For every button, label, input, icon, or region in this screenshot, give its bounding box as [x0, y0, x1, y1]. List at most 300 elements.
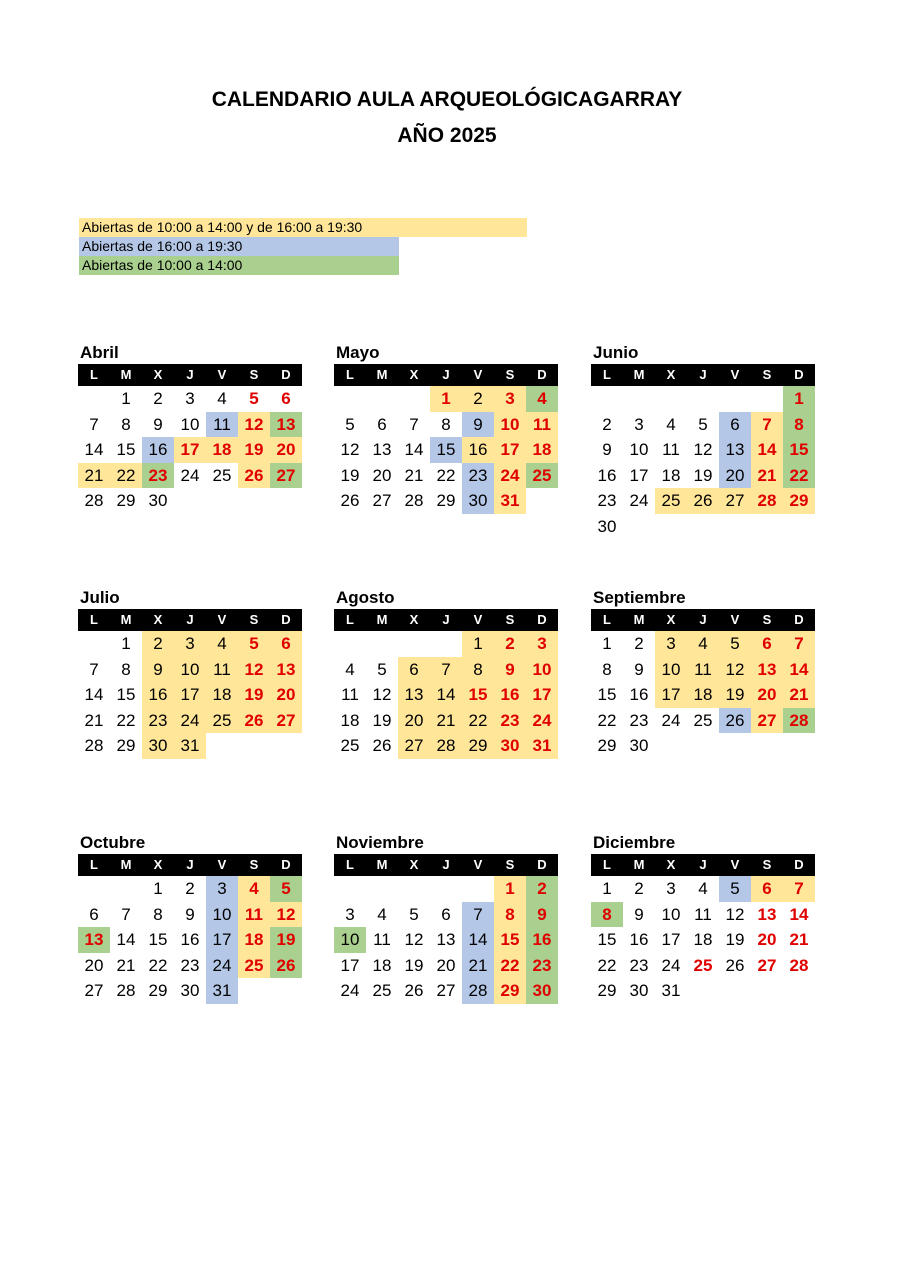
day-cell: 26 — [340, 491, 360, 511]
empty-cell — [687, 514, 719, 540]
empty-cell — [751, 978, 783, 1004]
day-cell: 21 — [462, 953, 494, 979]
day-cell: 25 — [206, 708, 238, 734]
day-cell: 29 — [597, 981, 617, 1001]
day-cell: 13 — [719, 437, 751, 463]
day-cell: 2 — [494, 631, 526, 657]
day-cell: 22 — [462, 708, 494, 734]
day-cell: 28 — [751, 488, 783, 514]
weekday-header: D — [783, 609, 815, 631]
day-cell: 12 — [719, 657, 751, 683]
day-cell: 17 — [526, 682, 558, 708]
day-cell: 9 — [602, 440, 612, 460]
weekday-header: J — [174, 364, 206, 386]
weekday-header: D — [270, 854, 302, 876]
day-cell: 9 — [462, 412, 494, 438]
page-title: CALENDARIO AULA ARQUEOLÓGICAGARRAY — [211, 88, 683, 111]
weekday-header: M — [623, 854, 655, 876]
month-grid — [334, 364, 558, 514]
day-cell: 6 — [441, 904, 451, 924]
day-cell: 23 — [462, 463, 494, 489]
empty-cell — [623, 514, 655, 540]
day-cell: 19 — [340, 465, 360, 485]
day-cell: 26 — [687, 488, 719, 514]
day-cell: 24 — [206, 953, 238, 979]
empty-cell — [238, 488, 270, 514]
day-cell: 8 — [153, 904, 163, 924]
day-cell: 28 — [404, 491, 424, 511]
day-cell: 2 — [602, 414, 612, 434]
day-cell: 2 — [634, 634, 644, 654]
day-cell: 6 — [377, 414, 387, 434]
day-cell: 19 — [372, 710, 392, 730]
day-cell: 5 — [719, 631, 751, 657]
day-cell: 11 — [238, 902, 270, 928]
day-cell: 2 — [634, 879, 644, 899]
day-cell: 25 — [526, 463, 558, 489]
day-cell: 10 — [206, 902, 238, 928]
day-cell: 2 — [142, 631, 174, 657]
empty-cell — [655, 514, 687, 540]
day-cell: 3 — [666, 879, 676, 899]
day-cell: 5 — [719, 876, 751, 902]
empty-cell — [174, 488, 206, 514]
month-name: Mayo — [336, 343, 380, 362]
weekday-header: L — [334, 854, 366, 876]
weekday-header: D — [783, 364, 815, 386]
day-cell: 7 — [751, 412, 783, 438]
day-cell: 30 — [629, 981, 649, 1001]
empty-cell — [366, 631, 398, 657]
day-cell: 4 — [687, 631, 719, 657]
day-cell: 21 — [116, 955, 136, 975]
day-cell: 28 — [84, 491, 104, 511]
month-name: Agosto — [336, 588, 395, 607]
weekday-header: S — [494, 364, 526, 386]
weekday-header: M — [623, 609, 655, 631]
day-cell: 17 — [494, 437, 526, 463]
day-cell: 9 — [526, 902, 558, 928]
day-cell: 13 — [751, 657, 783, 683]
day-cell: 17 — [661, 930, 681, 950]
day-cell: 23 — [629, 710, 649, 730]
day-cell: 10 — [174, 657, 206, 683]
day-cell: 5 — [249, 389, 259, 409]
day-cell: 26 — [404, 981, 424, 1001]
day-cell: 31 — [661, 981, 681, 1001]
day-cell: 7 — [430, 657, 462, 683]
day-cell: 18 — [661, 465, 681, 485]
empty-cell — [78, 631, 110, 657]
empty-cell — [334, 386, 366, 412]
day-cell: 21 — [78, 463, 110, 489]
day-cell: 20 — [270, 437, 302, 463]
day-cell: 26 — [270, 953, 302, 979]
day-cell: 11 — [373, 930, 391, 950]
day-cell: 21 — [430, 708, 462, 734]
day-cell: 15 — [494, 927, 526, 953]
day-cell: 15 — [462, 682, 494, 708]
empty-cell — [206, 733, 238, 759]
day-cell: 14 — [430, 682, 462, 708]
day-cell: 4 — [217, 389, 227, 409]
day-cell: 14 — [116, 930, 136, 950]
day-cell: 16 — [629, 930, 649, 950]
day-cell: 1 — [602, 634, 612, 654]
day-cell: 3 — [526, 631, 558, 657]
day-cell: 6 — [281, 389, 291, 409]
empty-cell — [334, 876, 366, 902]
day-cell: 4 — [666, 414, 676, 434]
day-cell: 5 — [409, 904, 419, 924]
day-cell: 4 — [377, 904, 387, 924]
day-cell: 25 — [212, 465, 232, 485]
day-cell: 27 — [751, 708, 783, 734]
empty-cell — [783, 978, 815, 1004]
day-cell: 24 — [661, 955, 681, 975]
day-cell: 7 — [409, 414, 419, 434]
day-cell: 29 — [494, 978, 526, 1004]
day-cell: 8 — [462, 657, 494, 683]
day-cell: 16 — [526, 927, 558, 953]
day-cell: 8 — [494, 902, 526, 928]
weekday-header: V — [206, 364, 238, 386]
empty-cell — [526, 488, 558, 514]
legend-afternoon-schedule: Abiertas de 16:00 a 19:30 — [79, 237, 399, 256]
empty-cell — [366, 876, 398, 902]
month-grid — [334, 854, 558, 1004]
month-name: Abril — [80, 343, 119, 362]
day-cell: 15 — [148, 930, 168, 950]
weekday-header: D — [526, 364, 558, 386]
day-cell: 29 — [783, 488, 815, 514]
day-cell: 3 — [206, 876, 238, 902]
day-cell: 24 — [661, 710, 681, 730]
day-cell: 24 — [494, 463, 526, 489]
page-subtitle-year: AÑO 2025 — [397, 124, 497, 147]
day-cell: 3 — [634, 414, 644, 434]
day-cell: 26 — [719, 708, 751, 734]
day-cell: 9 — [153, 414, 163, 434]
day-cell: 11 — [687, 657, 719, 683]
day-cell: 22 — [148, 955, 168, 975]
weekday-header: S — [751, 609, 783, 631]
day-cell: 10 — [655, 657, 687, 683]
day-cell: 12 — [238, 412, 270, 438]
day-cell: 14 — [783, 657, 815, 683]
day-cell: 29 — [148, 981, 168, 1001]
empty-cell — [270, 733, 302, 759]
day-cell: 29 — [436, 491, 456, 511]
day-cell: 18 — [238, 927, 270, 953]
day-cell: 19 — [693, 465, 713, 485]
day-cell: 29 — [116, 736, 136, 756]
weekday-header: J — [687, 854, 719, 876]
legend-morning-schedule: Abiertas de 10:00 a 14:00 — [79, 256, 399, 275]
day-cell: 17 — [174, 682, 206, 708]
day-cell: 26 — [238, 708, 270, 734]
day-cell: 2 — [185, 879, 195, 899]
empty-cell — [398, 631, 430, 657]
empty-cell — [462, 876, 494, 902]
weekday-header: V — [462, 609, 494, 631]
day-cell: 11 — [526, 412, 558, 438]
empty-cell — [719, 978, 751, 1004]
empty-cell — [687, 733, 719, 759]
weekday-header: L — [591, 609, 623, 631]
day-cell: 2 — [153, 389, 163, 409]
empty-cell — [334, 631, 366, 657]
day-cell: 20 — [436, 955, 456, 975]
day-cell: 16 — [494, 682, 526, 708]
day-cell: 1 — [494, 876, 526, 902]
weekday-header: L — [591, 364, 623, 386]
day-cell: 5 — [377, 659, 387, 679]
empty-cell — [78, 876, 110, 902]
day-cell: 20 — [84, 955, 104, 975]
day-cell: 6 — [398, 657, 430, 683]
empty-cell — [238, 978, 270, 1004]
day-cell: 10 — [494, 412, 526, 438]
day-cell: 28 — [84, 736, 104, 756]
weekday-header: D — [526, 609, 558, 631]
day-cell: 20 — [372, 465, 392, 485]
day-cell: 9 — [185, 904, 195, 924]
day-cell: 20 — [719, 463, 751, 489]
empty-cell — [366, 386, 398, 412]
empty-cell — [687, 386, 719, 412]
day-cell: 23 — [526, 953, 558, 979]
day-cell: 9 — [142, 657, 174, 683]
day-cell: 22 — [436, 465, 456, 485]
day-cell: 14 — [789, 904, 809, 924]
day-cell: 20 — [757, 930, 777, 950]
day-cell: 5 — [345, 414, 355, 434]
month-grid — [591, 609, 815, 759]
empty-cell — [430, 876, 462, 902]
day-cell: 11 — [341, 685, 359, 705]
day-cell: 31 — [206, 978, 238, 1004]
weekday-header: J — [174, 854, 206, 876]
day-cell: 1 — [153, 879, 163, 899]
weekday-header: X — [142, 609, 174, 631]
day-cell: 30 — [629, 736, 649, 756]
weekday-header: D — [783, 854, 815, 876]
day-cell: 3 — [174, 631, 206, 657]
day-cell: 10 — [661, 904, 681, 924]
day-cell: 28 — [116, 981, 136, 1001]
day-cell: 21 — [751, 463, 783, 489]
day-cell: 13 — [398, 682, 430, 708]
weekday-header: V — [719, 364, 751, 386]
empty-cell — [719, 733, 751, 759]
day-cell: 24 — [526, 708, 558, 734]
day-cell: 18 — [687, 682, 719, 708]
day-cell: 21 — [789, 930, 809, 950]
day-cell: 25 — [238, 953, 270, 979]
day-cell: 26 — [725, 955, 745, 975]
day-cell: 23 — [629, 955, 649, 975]
empty-cell — [270, 978, 302, 1004]
weekday-header: L — [334, 364, 366, 386]
weekday-header: S — [494, 854, 526, 876]
day-cell: 8 — [591, 902, 623, 928]
day-cell: 12 — [238, 657, 270, 683]
day-cell: 1 — [121, 389, 131, 409]
weekday-header: X — [142, 364, 174, 386]
day-cell: 25 — [372, 981, 392, 1001]
day-cell: 20 — [270, 682, 302, 708]
weekday-header: X — [655, 364, 687, 386]
day-cell: 24 — [174, 708, 206, 734]
weekday-header: X — [398, 609, 430, 631]
day-cell: 27 — [372, 491, 392, 511]
month-grid — [78, 609, 302, 759]
day-cell: 8 — [783, 412, 815, 438]
weekday-header: J — [430, 854, 462, 876]
weekday-header: L — [78, 854, 110, 876]
weekday-header: D — [270, 364, 302, 386]
empty-cell — [398, 386, 430, 412]
day-cell: 9 — [494, 657, 526, 683]
day-cell: 17 — [340, 955, 360, 975]
weekday-header: V — [206, 609, 238, 631]
day-cell: 18 — [526, 437, 558, 463]
weekday-header: J — [687, 609, 719, 631]
day-cell: 15 — [783, 437, 815, 463]
day-cell: 7 — [89, 659, 99, 679]
empty-cell — [719, 386, 751, 412]
day-cell: 21 — [84, 710, 104, 730]
day-cell: 18 — [372, 955, 392, 975]
weekday-header: D — [270, 609, 302, 631]
weekday-header: S — [238, 364, 270, 386]
weekday-header: X — [142, 854, 174, 876]
day-cell: 19 — [725, 930, 745, 950]
day-cell: 4 — [238, 876, 270, 902]
day-cell: 9 — [634, 659, 644, 679]
day-cell: 24 — [340, 981, 360, 1001]
weekday-header: S — [238, 609, 270, 631]
weekday-header: J — [430, 609, 462, 631]
empty-cell — [591, 386, 623, 412]
day-cell: 12 — [693, 440, 713, 460]
legend-full-schedule: Abiertas de 10:00 a 14:00 y de 16:00 a 19:30 — [79, 218, 527, 237]
day-cell: 28 — [783, 708, 815, 734]
day-cell: 29 — [597, 736, 617, 756]
month-name: Diciembre — [593, 833, 676, 852]
empty-cell — [687, 978, 719, 1004]
weekday-header: S — [751, 854, 783, 876]
weekday-header: D — [526, 854, 558, 876]
weekday-header: M — [623, 364, 655, 386]
day-cell: 8 — [441, 414, 451, 434]
day-cell: 3 — [185, 389, 195, 409]
day-cell: 23 — [597, 491, 617, 511]
day-cell: 28 — [789, 955, 809, 975]
day-cell: 16 — [142, 437, 174, 463]
month-name: Noviembre — [336, 833, 424, 852]
day-cell: 19 — [238, 682, 270, 708]
day-cell: 14 — [404, 440, 424, 460]
weekday-header: V — [719, 609, 751, 631]
day-cell: 16 — [142, 682, 174, 708]
day-cell: 27 — [84, 981, 104, 1001]
day-cell: 19 — [270, 927, 302, 953]
weekday-header: M — [110, 364, 142, 386]
day-cell: 23 — [142, 463, 174, 489]
day-cell: 6 — [751, 876, 783, 902]
day-cell: 25 — [655, 488, 687, 514]
day-cell: 31 — [174, 733, 206, 759]
day-cell: 30 — [597, 516, 617, 536]
day-cell: 10 — [629, 440, 649, 460]
day-cell: 3 — [345, 904, 355, 924]
day-cell: 1 — [462, 631, 494, 657]
weekday-header: V — [206, 854, 238, 876]
day-cell: 10 — [526, 657, 558, 683]
weekday-header: J — [687, 364, 719, 386]
weekday-header: M — [366, 364, 398, 386]
day-cell: 25 — [693, 955, 713, 975]
day-cell: 20 — [751, 682, 783, 708]
day-cell: 26 — [372, 736, 392, 756]
day-cell: 14 — [751, 437, 783, 463]
weekday-header: X — [655, 854, 687, 876]
month-grid — [78, 854, 302, 1004]
weekday-header: X — [655, 609, 687, 631]
empty-cell — [783, 514, 815, 540]
empty-cell — [783, 733, 815, 759]
day-cell: 11 — [662, 440, 680, 460]
day-cell: 8 — [121, 659, 131, 679]
month-grid — [591, 854, 815, 1004]
weekday-header: X — [398, 364, 430, 386]
day-cell: 16 — [180, 930, 200, 950]
day-cell: 5 — [270, 876, 302, 902]
day-cell: 12 — [270, 902, 302, 928]
weekday-header: M — [366, 609, 398, 631]
day-cell: 11 — [206, 412, 238, 438]
month-grid — [78, 364, 302, 514]
day-cell: 25 — [340, 736, 360, 756]
day-cell: 2 — [526, 876, 558, 902]
day-cell: 22 — [494, 953, 526, 979]
weekday-header: V — [719, 854, 751, 876]
day-cell: 24 — [629, 491, 649, 511]
month-name: Julio — [80, 588, 120, 607]
day-cell: 5 — [698, 414, 708, 434]
month-name: Octubre — [80, 833, 146, 852]
day-cell: 18 — [206, 682, 238, 708]
day-cell: 27 — [436, 981, 456, 1001]
day-cell: 15 — [116, 440, 136, 460]
day-cell: 29 — [462, 733, 494, 759]
day-cell: 7 — [783, 876, 815, 902]
day-cell: 13 — [372, 440, 392, 460]
day-cell: 13 — [436, 930, 456, 950]
day-cell: 30 — [526, 978, 558, 1004]
empty-cell — [78, 386, 110, 412]
day-cell: 30 — [142, 733, 174, 759]
weekday-header: V — [462, 364, 494, 386]
weekday-header: L — [591, 854, 623, 876]
month-name: Septiembre — [593, 588, 686, 607]
weekday-header: V — [462, 854, 494, 876]
day-cell: 7 — [783, 631, 815, 657]
empty-cell — [719, 514, 751, 540]
day-cell: 19 — [238, 437, 270, 463]
